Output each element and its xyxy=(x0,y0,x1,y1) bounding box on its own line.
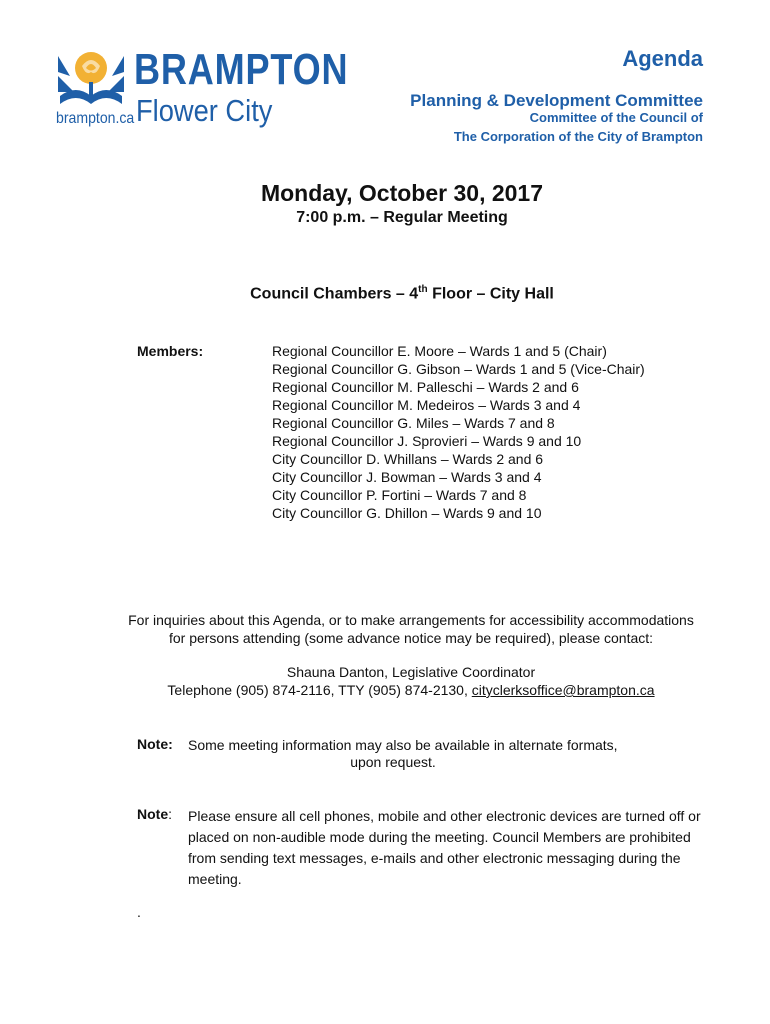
committee-name: Planning & Development Committee xyxy=(410,91,703,110)
note1-label: Note: xyxy=(137,736,173,752)
brampton-logo xyxy=(56,45,349,136)
committee-subtitle-line2: The Corporation of the City of Brampton xyxy=(453,129,703,144)
logo-flower-city-text: Flower City xyxy=(136,93,273,128)
contact-phone: Telephone (905) 874-2116, TTY (905) 874-2130, xyxy=(167,682,472,698)
flower-city-emblem-icon xyxy=(56,46,126,108)
note1-text-line1: Some meeting information may also be available in alternate formats, xyxy=(188,737,618,753)
note2-text: Please ensure all cell phones, mobile and other electronic devices are turned off or placed on non-audible mode during the meeting. Council Members are prohibited from sending text messages, e-mails and other electronic messaging during the meeting. xyxy=(188,808,701,887)
member-item: Regional Councillor M. Palleschi – Wards 2 and 6 xyxy=(272,379,579,395)
location-prefix: Council Chambers – 4 xyxy=(250,285,419,303)
note2-label xyxy=(137,806,172,822)
member-item: City Councillor P. Fortini – Wards 7 and 8 xyxy=(272,487,527,503)
note1-text-line2: upon request. xyxy=(350,754,436,770)
inquiries-line1: For inquiries about this Agenda, or to make arrangements for accessibility accommodations xyxy=(128,612,694,628)
member-item: Regional Councillor M. Medeiros – Wards 3 and 4 xyxy=(272,397,581,413)
members-list xyxy=(272,342,645,522)
note2-label-colon: : xyxy=(168,806,173,822)
note2-label-word: Note xyxy=(137,806,169,822)
member-item: Regional Councillor J. Sprovieri – Wards 9 and 10 xyxy=(272,433,582,449)
meeting-location xyxy=(0,284,770,303)
members-label: Members: xyxy=(137,343,204,359)
contact-email-link[interactable]: cityclerksoffice@brampton.ca xyxy=(471,682,655,698)
location-suffix: Floor – City Hall xyxy=(427,285,554,303)
committee-subtitle-line1: Committee of the Council of xyxy=(529,110,703,125)
member-item: Regional Councillor G. Gibson – Wards 1 and 5 (Vice-Chair) xyxy=(272,361,645,377)
meeting-time-type: 7:00 p.m. – Regular Meeting xyxy=(296,209,508,226)
meeting-date: Monday, October 30, 2017 xyxy=(260,180,544,206)
contact-phone-line xyxy=(0,681,770,699)
member-item: City Councillor D. Whillans – Wards 2 and 6 xyxy=(272,451,544,467)
member-item: City Councillor G. Dhillon – Wards 9 and 10 xyxy=(272,505,542,521)
trailing-dot: . xyxy=(137,904,141,920)
location-ordinal: th xyxy=(418,284,428,295)
inquiries-line2: for persons attending (some advance notice may be required), please contact: xyxy=(168,630,654,646)
member-item: City Councillor J. Bowman – Wards 3 and 4 xyxy=(272,469,542,485)
logo-brampton-text: BRAMPTON xyxy=(134,45,349,94)
agenda-title: Agenda xyxy=(622,46,703,71)
contact-name: Shauna Danton, Legislative Coordinator xyxy=(286,664,536,680)
member-item: Regional Councillor G. Miles – Wards 7 and 8 xyxy=(272,415,555,431)
member-item: Regional Councillor E. Moore – Wards 1 and 5 (Chair) xyxy=(272,343,607,359)
logo-url-text: brampton.ca xyxy=(56,110,135,127)
